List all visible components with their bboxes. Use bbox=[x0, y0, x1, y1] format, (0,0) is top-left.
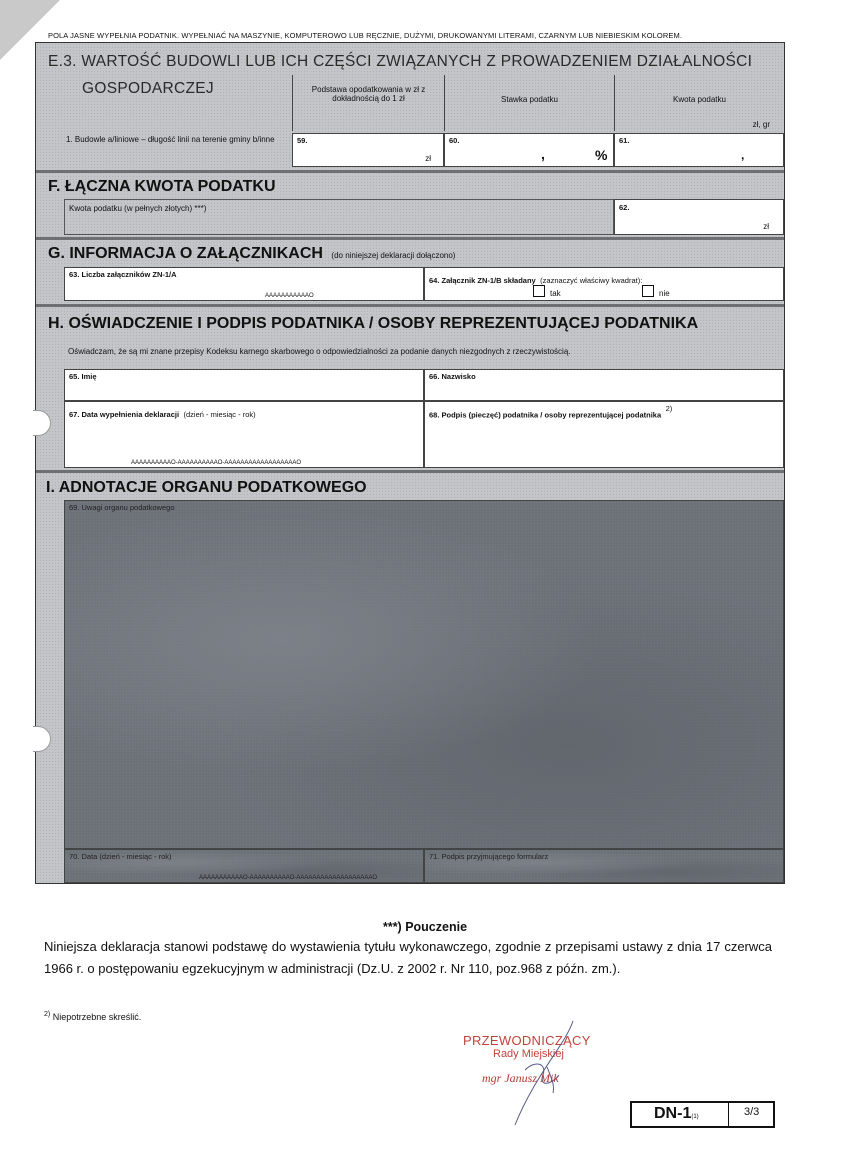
section-i-title: I. ADNOTACJE ORGANU PODATKOWEGO bbox=[46, 479, 367, 496]
field-61-label: 61. bbox=[619, 136, 630, 145]
field-71-label: 71. Podpis przyjmującego formularz bbox=[429, 852, 549, 861]
field-60-label: 60. bbox=[449, 136, 460, 145]
pouczenie-text: Niniejsza deklaracja stanowi podstawę do wystawienia tytułu wykonawczego, zgodnie z przepisami ustawy z dnia 17 czerwca 1966 r. o postępowaniu egzekucyjnym w administracji (Dz.U. z 2002 r. Nr 110, poz.968 z późn. zm.). bbox=[44, 939, 772, 976]
field-66[interactable] bbox=[424, 369, 784, 401]
field-65-label: 65. Imię bbox=[69, 372, 97, 381]
checkbox-nie-label: nie bbox=[659, 289, 670, 298]
section-e3-title: E.3. WARTOŚĆ BUDOWLI LUB ICH CZĘŚCI ZWIĄZANYCH Z PROWADZENIEM DZIAŁALNOŚCI bbox=[48, 53, 753, 70]
form-id-divider bbox=[728, 1103, 729, 1128]
field-70-label: 70. Data (dzień - miesiąc - rok) bbox=[69, 852, 172, 861]
fill-instruction: POLA JASNE WYPEŁNIA PODATNIK. WYPEŁNIAĆ NA MASZYNIE, KOMPUTEROWO LUB RĘCZNIE, DUŻYMI, DRUKOWANYMI LITERAMI, CZARNYM LUB NIEBIESKIM KOLOREM. bbox=[48, 31, 682, 40]
field-69 bbox=[64, 500, 784, 849]
col-header-amount-label: Kwota podatku bbox=[673, 95, 726, 104]
footnote bbox=[44, 1011, 141, 1022]
col-header-base-label: Podstawa opodatkowania w zł z dokładnością do 1 zł bbox=[311, 85, 426, 103]
field-64-note: (zaznaczyć właściwy kwadrat): bbox=[540, 276, 643, 285]
section-h-title: H. OŚWIADCZENIE I PODPIS PODATNIKA / OSOBY REPREZENTUJĄCEJ PODATNIKA bbox=[48, 315, 699, 332]
separator bbox=[36, 237, 784, 240]
form-code-sup: (1) bbox=[691, 1114, 699, 1120]
field-62-unit: zł bbox=[763, 222, 769, 231]
field-62-label: 62. bbox=[619, 203, 630, 212]
separator bbox=[36, 304, 784, 307]
field-67-note: (dzień - miesiąc - rok) bbox=[183, 410, 256, 419]
col-header-amount-units: zł, gr bbox=[752, 120, 770, 129]
footnote-text: Niepotrzebne skreślić. bbox=[52, 1012, 142, 1022]
field-69-label: 69. Uwagi organu podatkowego bbox=[69, 503, 175, 512]
section-f-title: F. ŁĄCZNA KWOTA PODATKU bbox=[48, 178, 276, 195]
field-66-label: 66. Nazwisko bbox=[429, 372, 476, 381]
field-63[interactable] bbox=[64, 267, 424, 301]
stamp-name: mgr Janusz Mik bbox=[482, 1071, 559, 1085]
section-g-note: (do niniejszej deklaracji dołączono) bbox=[331, 251, 456, 260]
field-68-label: 68. Podpis (pieczęć) podatnika / osoby reprezentującej podatnika bbox=[429, 410, 662, 420]
field-68-heading bbox=[429, 404, 672, 422]
field-70-value: AAAAAAAAAAAO-AAAAAAAAAAO-AAAAAAAAAAAAAAAAAAAO bbox=[199, 875, 378, 881]
stamp-subtitle: Rady Miejskiej bbox=[493, 1048, 564, 1060]
field-68[interactable] bbox=[424, 401, 784, 468]
field-68-footnote-ref: 2) bbox=[665, 404, 673, 413]
field-59-unit: zł bbox=[425, 154, 431, 163]
section-g-heading bbox=[48, 245, 455, 263]
form-code bbox=[654, 1105, 699, 1123]
field-60[interactable] bbox=[444, 133, 614, 167]
checkbox-tak-label: tak bbox=[550, 289, 561, 298]
field-60-comma: , bbox=[541, 146, 545, 162]
field-67-label: 67. Data wypełnienia deklaracji bbox=[69, 410, 180, 419]
tax-form bbox=[35, 42, 785, 884]
field-60-percent: % bbox=[595, 147, 608, 163]
col-header-rate bbox=[444, 75, 614, 131]
field-63-value: AAAAAAAAAAAO bbox=[265, 293, 314, 299]
separator bbox=[36, 170, 784, 173]
field-59[interactable] bbox=[292, 133, 444, 167]
separator bbox=[36, 470, 784, 473]
field-64-label: 64. Załącznik ZN-1/B składany bbox=[429, 276, 536, 285]
tax-total-row bbox=[64, 199, 614, 235]
stamp-title: PRZEWODNICZĄCY bbox=[463, 1033, 591, 1048]
row-budowle-label: 1. Budowle a/liniowe – długość linii na terenie gminy b/inne bbox=[66, 135, 275, 144]
field-67-heading bbox=[69, 404, 256, 422]
pouczenie-title: ***) Pouczenie bbox=[382, 920, 468, 934]
checkbox-tak[interactable] bbox=[533, 285, 545, 297]
field-61[interactable] bbox=[614, 133, 784, 167]
field-65[interactable] bbox=[64, 369, 424, 401]
col-header-rate-label: Stawka podatku bbox=[501, 95, 558, 104]
field-63-label: 63. Liczba załączników ZN-1/A bbox=[69, 270, 177, 279]
field-64 bbox=[424, 267, 784, 301]
col-header-base bbox=[292, 75, 444, 131]
field-61-comma: , bbox=[741, 148, 745, 162]
section-g-title: G. INFORMACJA O ZAŁĄCZNIKACH bbox=[48, 245, 323, 262]
field-62[interactable] bbox=[614, 199, 784, 235]
form-code-text: DN-1 bbox=[654, 1105, 692, 1122]
declaration-statement: Oświadczam, że są mi znane przepisy Kodeksu karnego skarbowego o odpowiedzialności za podanie danych niezgodnych z rzeczywistością. bbox=[68, 347, 571, 356]
field-67[interactable] bbox=[64, 401, 424, 468]
field-70 bbox=[64, 849, 424, 883]
tax-total-label: Kwota podatku (w pełnych złotych) ***) bbox=[69, 204, 207, 213]
field-71 bbox=[424, 849, 784, 883]
field-59-label: 59. bbox=[297, 136, 308, 145]
col-header-amount bbox=[614, 75, 784, 131]
footnote-ref: 2) bbox=[44, 1011, 51, 1018]
page-number: 3/3 bbox=[744, 1106, 760, 1118]
section-e3-title-cont: GOSPODARCZEJ bbox=[82, 80, 214, 97]
checkbox-nie[interactable] bbox=[642, 285, 654, 297]
form-id-box bbox=[630, 1101, 775, 1128]
field-67-value: AAAAAAAAAAO-AAAAAAAAAAO-AAAAAAAAAAAAAAAAAAO bbox=[131, 460, 302, 466]
